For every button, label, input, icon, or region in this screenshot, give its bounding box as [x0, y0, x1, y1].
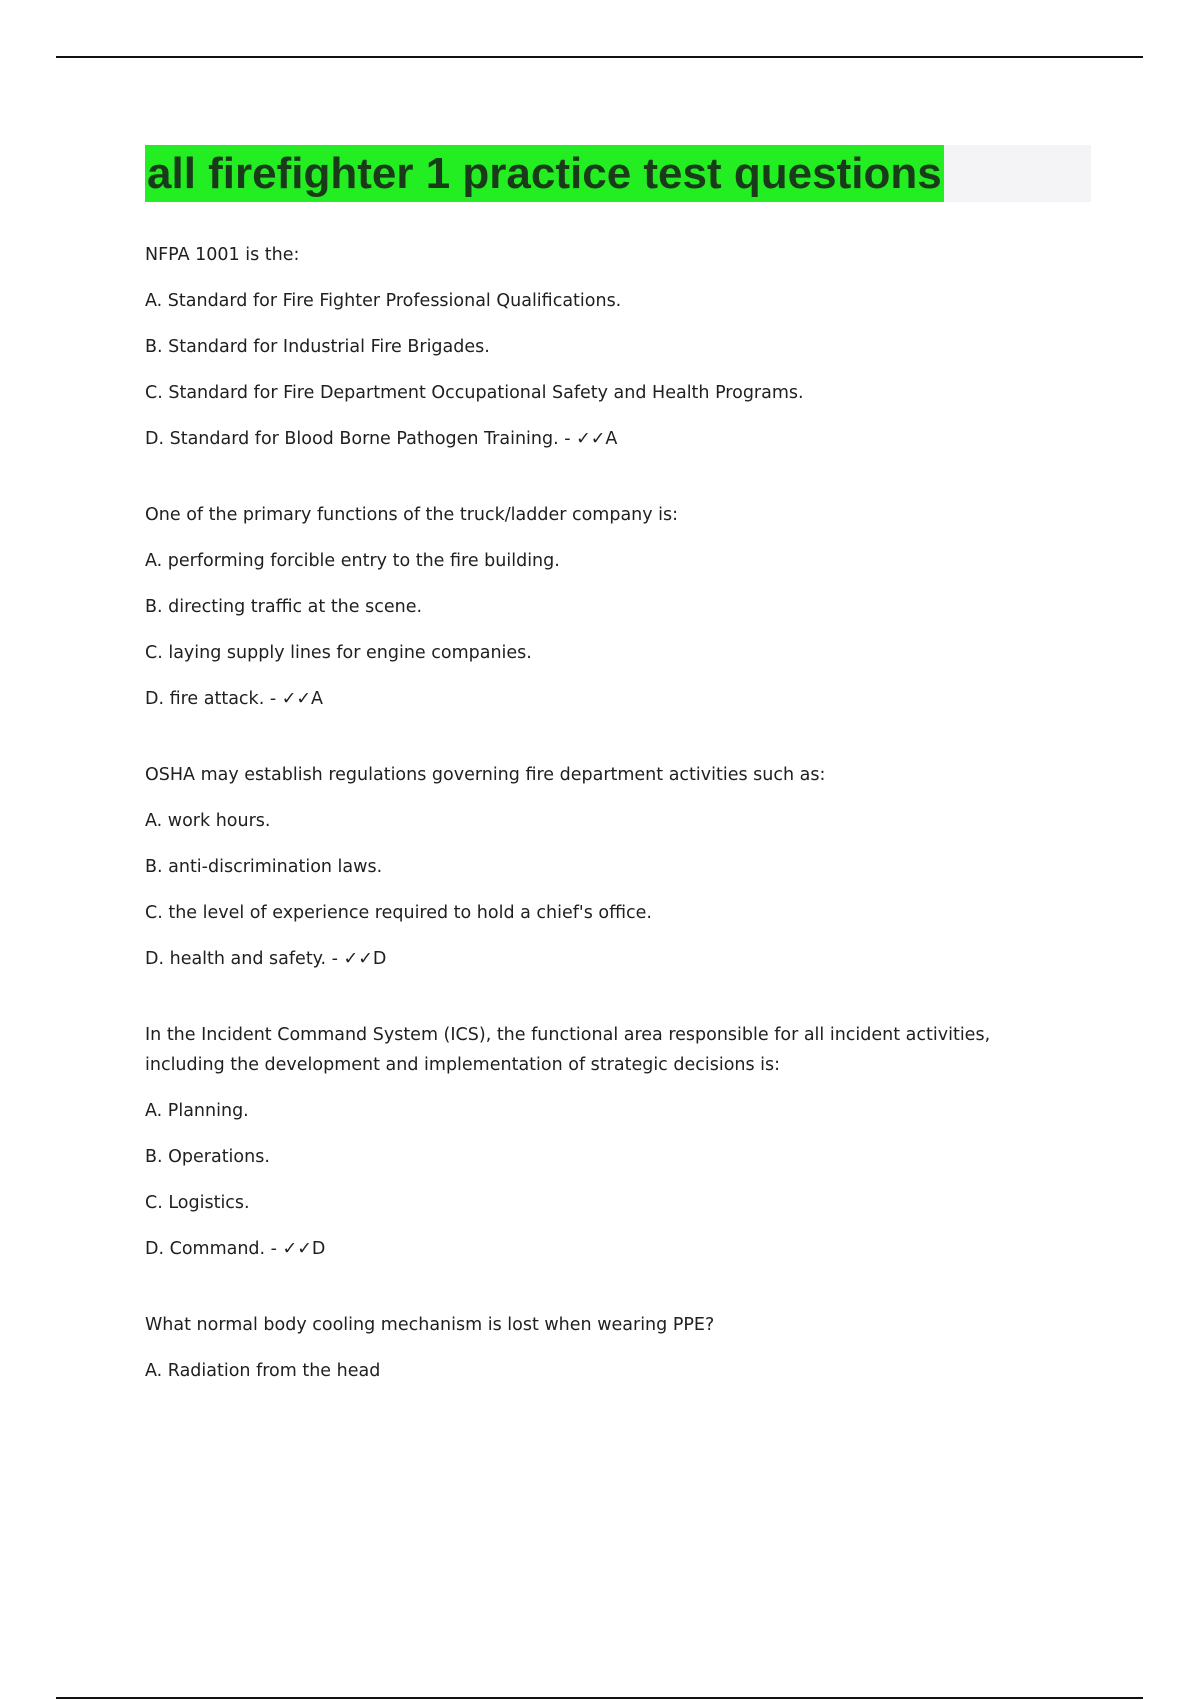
question-prompt: What normal body cooling mechanism is lost when wearing PPE? [145, 1315, 715, 1335]
answer-option: B. Standard for Industrial Fire Brigades. [145, 337, 490, 357]
answer-option: C. the level of experience required to hold a chief's office. [145, 903, 652, 923]
question-block [145, 500, 1045, 714]
answer-option: C. laying supply lines for engine companies. [145, 643, 532, 663]
answer-option: D. Command. - ✓✓D [145, 1239, 326, 1259]
question-prompt: One of the primary functions of the truck/ladder company is: [145, 505, 679, 525]
answer-option: D. fire attack. - ✓✓A [145, 689, 323, 709]
question-block [145, 760, 1045, 974]
bottom-rule [56, 1697, 1143, 1699]
question-list [145, 240, 1045, 1386]
answer-option: A. Standard for Fire Fighter Professional Qualifications. [145, 291, 622, 311]
question-block [145, 1310, 1045, 1386]
answer-option: D. Standard for Blood Borne Pathogen Training. - ✓✓A [145, 429, 618, 449]
answer-option: A. performing forcible entry to the fire building. [145, 551, 560, 571]
answer-option: D. health and safety. - ✓✓D [145, 949, 387, 969]
answer-option: C. Logistics. [145, 1193, 250, 1213]
answer-option: A. work hours. [145, 811, 271, 831]
answer-option: B. anti-discrimination laws. [145, 857, 383, 877]
question-prompt: OSHA may establish regulations governing fire department activities such as: [145, 765, 826, 785]
top-rule [56, 56, 1143, 58]
question-prompt: NFPA 1001 is the: [145, 245, 300, 265]
question-block [145, 240, 1045, 454]
question-block [145, 1020, 1045, 1264]
question-prompt: In the Incident Command System (ICS), the functional area responsible for all incident activities, including the development and implementation of strategic decisions is: [145, 1025, 991, 1075]
page-title: all firefighter 1 practice test questions [145, 145, 944, 202]
answer-option: A. Planning. [145, 1101, 249, 1121]
answer-option: A. Radiation from the head [145, 1361, 381, 1381]
answer-option: B. Operations. [145, 1147, 270, 1167]
answer-option: C. Standard for Fire Department Occupational Safety and Health Programs. [145, 383, 804, 403]
answer-option: B. directing traffic at the scene. [145, 597, 423, 617]
